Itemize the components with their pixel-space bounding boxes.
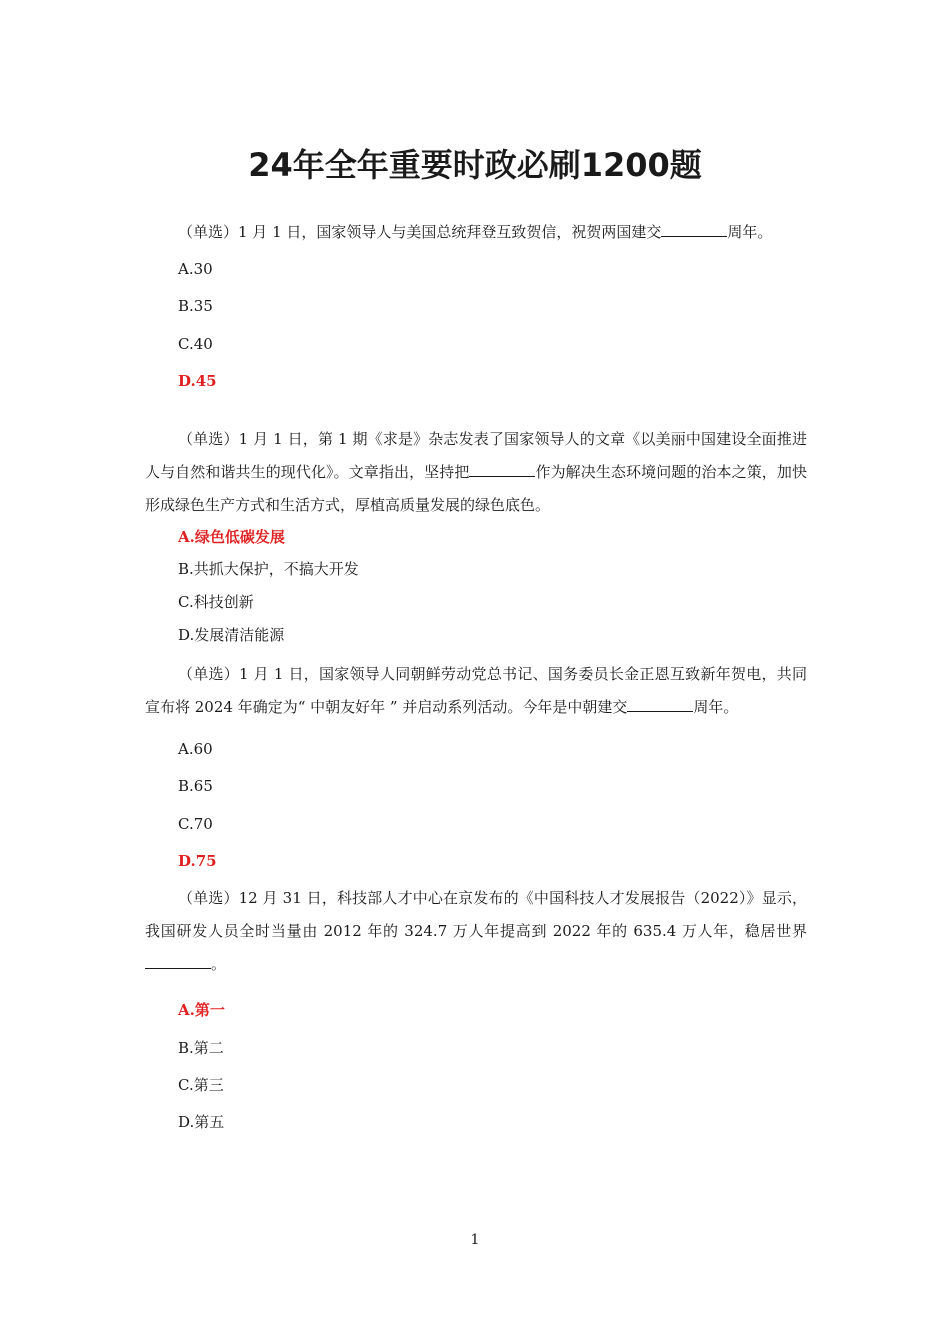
option: B.65 [178,777,213,795]
option-correct: D.75 [178,852,217,870]
option: B.35 [178,297,213,315]
option: A.60 [178,740,213,758]
question-stem-text: （单选）12 月 31 日，科技部人才中心在京发布的《中国科技人才发展报告（2022）》显示，我国研发人员全时当量由 2012 年的 324.7 万人年提高到 2022 年的 635.4 万人年，稳居世界 [145,889,807,940]
page-title: 24年全年重要时政必刷1200题 [248,146,702,184]
answer-blank [627,696,693,712]
option: B.第二 [178,1039,224,1057]
answer-blank [661,221,727,237]
page-number: 1 [470,1232,480,1248]
option: C.第三 [178,1076,224,1094]
question-stem-text: （单选）1 月 1 日，国家领导人同朝鲜劳动党总书记、国务委员长金正恩互致新年贺电，共同宣布将 2024 年确定为“ 中朝友好年 ” 并启动系列活动。今年是中朝建交 [145,665,807,716]
question-stem-text: 。 [211,955,227,973]
question-stem [145,882,807,981]
question-stem [145,658,807,724]
question-stem-text: 周年。 [727,223,773,241]
question-stem [145,216,807,249]
option-correct: A.绿色低碳发展 [178,528,285,546]
option-correct: A.第一 [178,1001,225,1019]
answer-blank [469,461,535,477]
question-stem-text: （单选）1 月 1 日，第 1 期《求是》杂志发表了国家领导人的文章《以美丽中国建设全面推进人与自然和谐共生的现代化》。文章指出，坚持把 [145,430,807,481]
option: A.30 [178,260,213,278]
option: B.共抓大保护，不搞大开发 [178,560,359,578]
question-stem-text: （单选）1 月 1 日，国家领导人与美国总统拜登互致贺信，祝贺两国建交 [178,223,662,241]
option: C.科技创新 [178,593,254,611]
option: D.第五 [178,1113,225,1131]
option: C.70 [178,815,213,833]
option: C.40 [178,335,213,353]
question-stem [145,423,807,522]
question-stem-text: 作为解决生态环境问题的治本之策，加快形成绿色生产方式和生活方式，厚植高质量发展的绿色底色。 [145,463,807,514]
question-stem-text: 周年。 [693,698,739,716]
option-correct: D.45 [178,372,217,390]
option: D.发展清洁能源 [178,626,285,644]
answer-blank [145,953,211,969]
